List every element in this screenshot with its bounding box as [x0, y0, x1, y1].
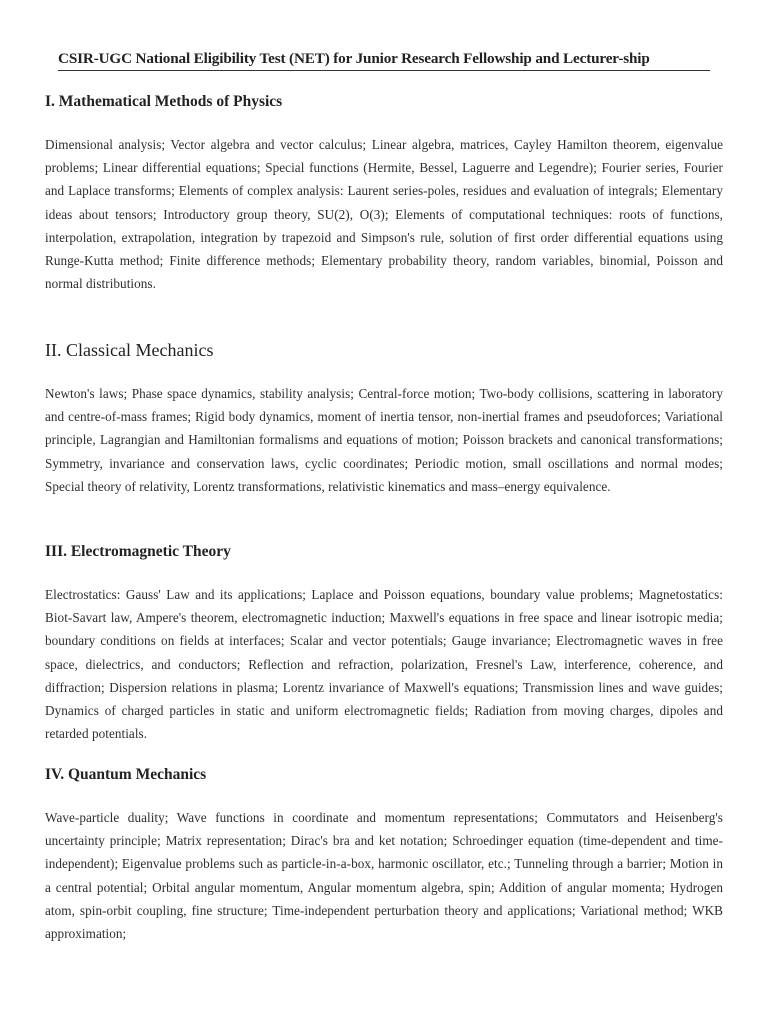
document-title: CSIR-UGC National Eligibility Test (NET) for Junior Research Fellowship and Lecturer-ship [58, 50, 650, 67]
section-quantum-mechanics [45, 764, 723, 945]
section-body: Newton's laws; Phase space dynamics, stability analysis; Central-force motion; Two-body collisions, scattering in laboratory and centre-of-mass frames; Rigid body dynamics, moment of inertia tensor, non-inertial frames and pseudoforces; Variational principle, Lagrangian and Hamiltonian formalisms and equations of motion; Poisson brackets and canonical transformations; Symmetry, invariance and conservation laws, cyclic coordinates; Periodic motion, small oscillations and normal modes; Special theory of relativity, Lorentz transformations, relativistic kinematics and mass–energy equivalence. [45, 386, 723, 494]
section-classical-mechanics [45, 338, 723, 498]
section-heading: III. Electromagnetic Theory [45, 543, 231, 560]
section-body: Electrostatics: Gauss' Law and its applications; Laplace and Poisson equations, boundary value problems; Magnetostatics: Biot-Savart law, Ampere's theorem, electromagnetic induction; Maxwell's equations in free space and linear isotropic media; boundary conditions on fields at interfaces; Scalar and vector potentials; Gauge invariance; Electromagnetic waves in free space, dielectrics, and conductors; Reflection and refraction, polarization, Fresnel's Law, interference, coherence, and diffraction; Dispersion relations in plasma; Lorentz invariance of Maxwell's equations; Transmission lines and wave guides; Dynamics of charged particles in static and uniform electromagnetic fields; Radiation from moving charges, dipoles and retarded potentials. [45, 587, 723, 742]
title-underline [58, 70, 710, 71]
section-body: Wave-particle duality; Wave functions in coordinate and momentum representations; Commutators and Heisenberg's uncertainty principle; Matrix representation; Dirac's bra and ket notation; Schroedinger equation (time-dependent and time-independent); Eigenvalue problems such as particle-in-a-box, harmonic oscillator, etc.; Tunneling through a barrier; Motion in a central potential; Orbital angular momentum, Angular momentum algebra, spin; Addition of angular momenta; Hydrogen atom, spin-orbit coupling, fine structure; Time-independent perturbation theory and applications; Variational method; WKB approximation; [45, 810, 723, 942]
section-mathematical-methods [45, 91, 723, 295]
section-body: Dimensional analysis; Vector algebra and vector calculus; Linear algebra, matrices, Cayley Hamilton theorem, eigenvalue problems; Linear differential equations; Special functions (Hermite, Bessel, Laguerre and Legendre); Fourier series, Fourier and Laplace transforms; Elements of complex analysis: Laurent series-poles, residues and evaluation of integrals; Elementary ideas about tensors; Introductory group theory, SU(2), O(3); Elements of computational techniques: roots of functions, interpolation, extrapolation, integration by trapezoid and Simpson's rule, solution of first order differential equations using Runge-Kutta method; Finite difference methods; Elementary probability theory, random variables, binomial, Poisson and normal distributions. [45, 137, 723, 292]
section-heading: IV. Quantum Mechanics [45, 766, 207, 783]
section-heading: I. Mathematical Methods of Physics [45, 93, 283, 110]
section-electromagnetic-theory [45, 541, 723, 745]
section-heading: II. Classical Mechanics [45, 340, 214, 360]
